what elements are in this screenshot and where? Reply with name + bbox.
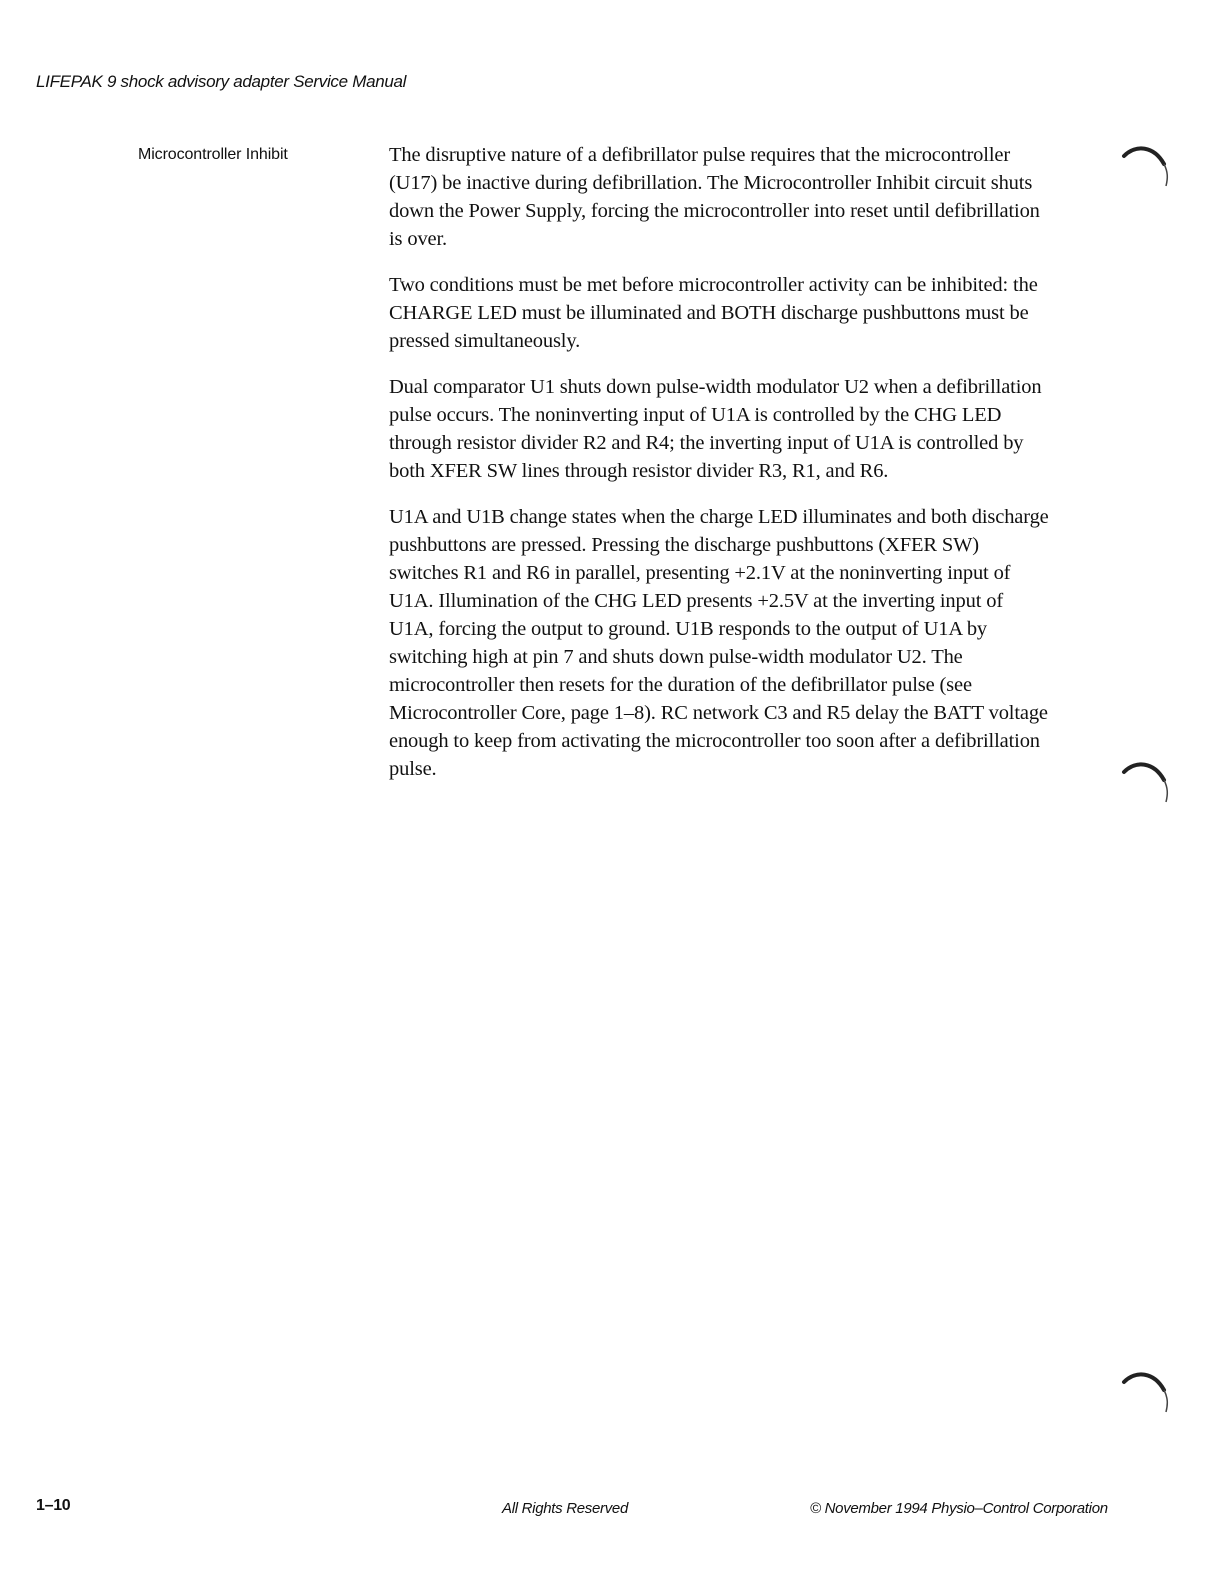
section-heading: Microcontroller Inhibit [138, 146, 288, 163]
rights-notice: All Rights Reserved [502, 1500, 629, 1517]
paragraph-2: Two conditions must be met before microcontroller activity can be inhibited: the CHARGE LED must be illuminated and BOTH discharge pushbuttons must be pressed simultaneously. [389, 274, 1038, 352]
copyright-notice: © November 1994 Physio–Control Corporation [810, 1500, 1108, 1517]
paragraph-1: The disruptive nature of a defibrillator pulse requires that the microcontroller (U17) be inactive during defibrillation. The Microcontroller Inhibit circuit shuts down the Power Supply, forcing the microcontroller into reset until defibrillation is over. [389, 144, 1040, 250]
paragraph-4: U1A and U1B change states when the charge LED illuminates and both discharge pushbuttons are pressed. Pressing the discharge pushbuttons (XFER SW) switches R1 and R6 in parallel, presenting +2.1V at the noninverting input of U1A. Illumination of the CHG LED presents +2.5V at the inverting input of U1A, forcing the output to ground. U1B responds to the output of U1A by switching high at pin 7 and shuts down pulse-width modulator U2. The microcontroller then resets for the duration of the defibrillator pulse (see Microcontroller Core, page 1–8). RC network C3 and R5 delay the BATT voltage enough to keep from activating the microcontroller too soon after a defibrillation pulse. [389, 506, 1049, 780]
paragraph-3: Dual comparator U1 shuts down pulse-width modulator U2 when a defibrillation pulse occurs. The noninverting input of U1A is controlled by the CHG LED through resistor divider R2 and R4; the inverting input of U1A is controlled by both XFER SW lines through resistor divider R3, R1, and R6. [389, 376, 1042, 482]
binder-hole-shadow-icon [1120, 140, 1172, 200]
binder-hole-shadow-icon [1120, 1366, 1172, 1426]
page-number: 1–10 [36, 1497, 71, 1514]
section-body [389, 141, 1049, 801]
binder-hole-shadow-icon [1120, 756, 1172, 816]
running-header: LIFEPAK 9 shock advisory adapter Service Manual [36, 72, 407, 91]
